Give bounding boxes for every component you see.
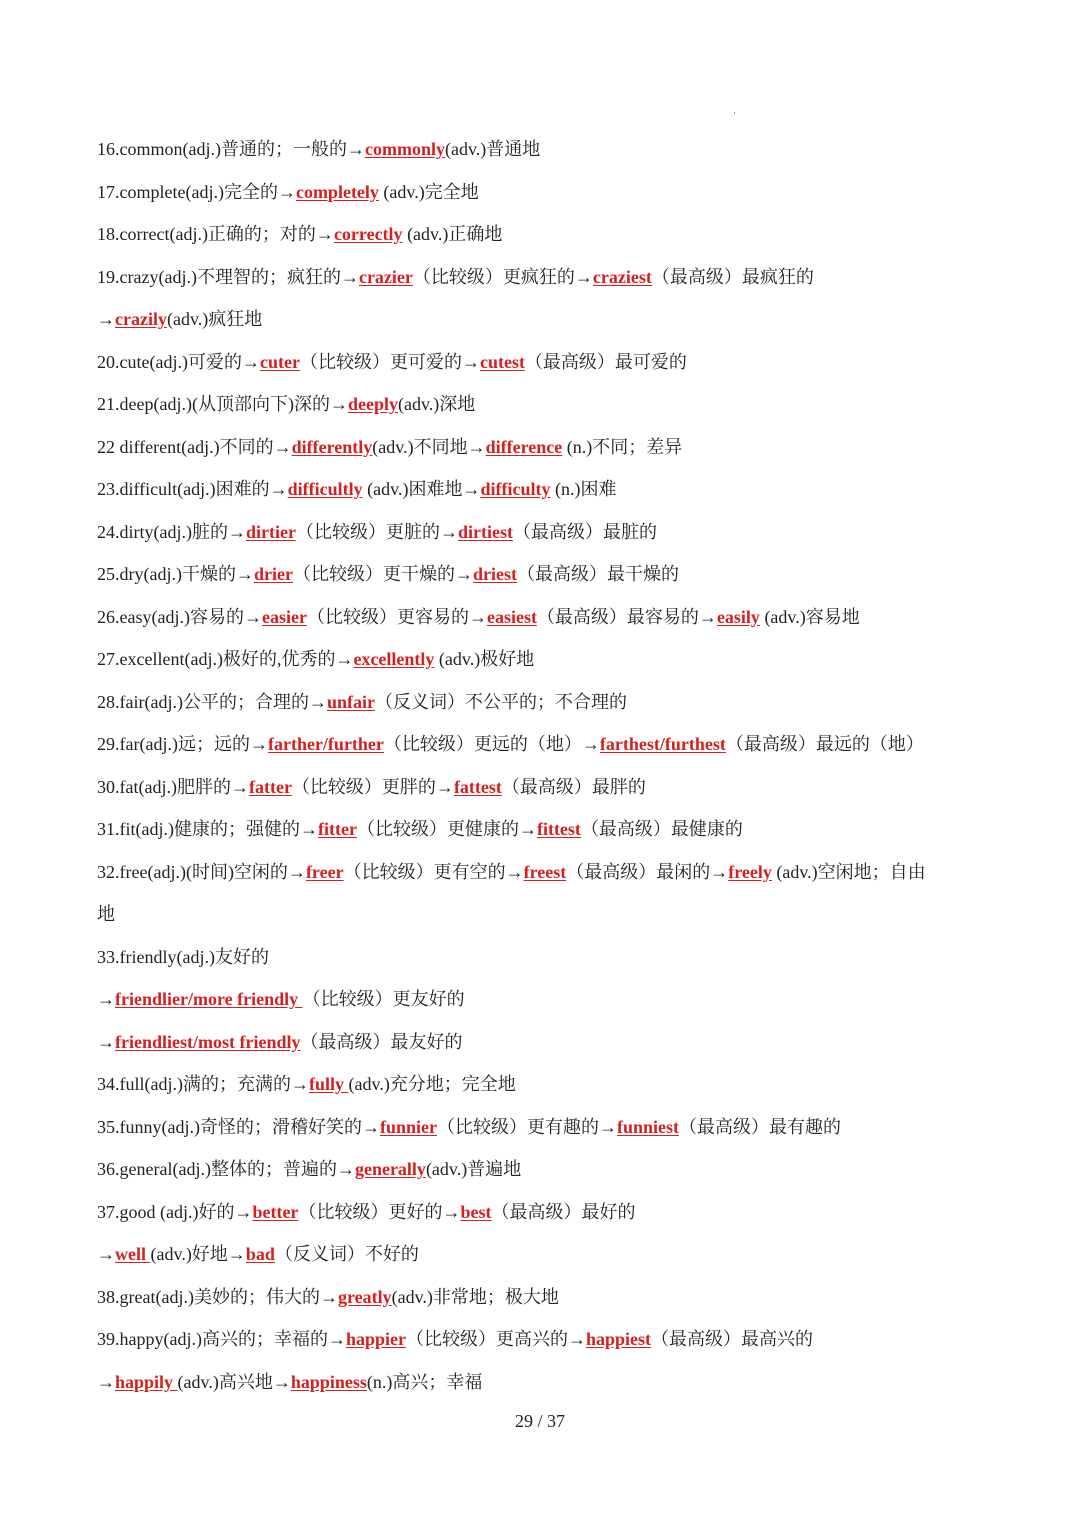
highlighted-word: fittest — [536, 819, 581, 839]
vocab-line — [97, 213, 997, 256]
line-text: 36.general(adj.)整体的；普遍的→ — [97, 1159, 355, 1179]
highlighted-word: difficultly — [287, 479, 363, 499]
highlighted-word: cutest — [479, 351, 525, 372]
vocab-line — [97, 341, 997, 384]
highlighted-word: well — [115, 1244, 151, 1264]
line-text: (adv.)深地 — [397, 394, 476, 414]
highlighted-word: correctly — [333, 224, 403, 244]
highlighted-word: farther/further — [267, 734, 384, 754]
highlighted-word: friendlier/more friendly — [115, 989, 303, 1009]
vocab-line — [97, 978, 997, 1021]
line-text: 19.crazy(adj.)不理智的；疯狂的→ — [97, 266, 359, 287]
line-text: 21.deep(adj.)(从顶部向下)深的→ — [97, 394, 348, 414]
line-text: （比较级）更友好的 — [302, 989, 465, 1009]
highlighted-word: farthest/furthest — [599, 734, 726, 754]
line-text: (adv.)完全地 — [378, 181, 479, 202]
line-text: 28.fair(adj.)公平的；合理的→ — [97, 691, 327, 712]
line-text: （比较级）更可爱的→ — [299, 351, 480, 372]
line-text: （最高级）最闲的→ — [566, 861, 729, 882]
highlighted-word: difficulty — [480, 479, 551, 499]
line-text: （最高级）最远的（地） — [725, 734, 924, 754]
line-text: (adv.)非常地；极大地 — [391, 1286, 559, 1307]
vocab-line — [97, 468, 997, 511]
line-text: (adv.)疯狂地 — [166, 309, 263, 329]
line-text: 17.complete(adj.)完全的→ — [97, 181, 296, 202]
line-text: （比较级）更健康的→ — [356, 819, 537, 839]
vocab-line — [97, 808, 997, 851]
line-text: (adv.)普通地 — [444, 139, 541, 159]
highlighted-word: best — [460, 1201, 492, 1222]
vocab-line — [97, 553, 997, 596]
highlighted-word: differently — [291, 436, 373, 457]
vocab-line — [97, 1106, 997, 1149]
line-text: → — [97, 1371, 115, 1392]
vocab-line — [97, 936, 997, 979]
line-text: (adv.)充分地；完全地 — [348, 1074, 516, 1094]
line-text: 20.cute(adj.)可爱的→ — [97, 351, 260, 372]
highlighted-word: craziest — [592, 266, 652, 287]
line-text: （最高级）最疯狂的 — [651, 266, 814, 287]
line-text: 29.far(adj.)远；远的→ — [97, 734, 268, 754]
line-text: 34.full(adj.)满的；充满的→ — [97, 1074, 309, 1094]
vocab-line — [97, 638, 997, 681]
highlighted-word: funnier — [379, 1116, 437, 1137]
highlighted-word: excellently — [353, 649, 435, 669]
line-text: 25.dry(adj.)干燥的→ — [97, 564, 254, 584]
vocab-line — [97, 1318, 997, 1361]
highlighted-word: dirtiest — [457, 521, 513, 542]
line-text: （反义词）不公平的；不合理的 — [374, 691, 627, 712]
line-text: 18.correct(adj.)正确的；对的→ — [97, 224, 334, 244]
page-number: 29 / 37 — [514, 1411, 565, 1431]
speck-mark — [734, 112, 735, 114]
line-text: 38.great(adj.)美妙的；伟大的→ — [97, 1286, 338, 1307]
line-text: (adv.)极好地 — [434, 649, 535, 669]
line-text: （比较级）更疯狂的→ — [412, 266, 593, 287]
vocab-line — [97, 1233, 997, 1276]
highlighted-word: greatly — [337, 1286, 392, 1307]
highlighted-word: happier — [345, 1329, 406, 1349]
line-text: （最高级）最有趣的 — [679, 1116, 842, 1137]
highlighted-word: better — [252, 1201, 299, 1222]
highlighted-word: bad — [245, 1244, 275, 1264]
line-text: 26.easy(adj.)容易的→ — [97, 606, 262, 627]
line-text: (adv.)高兴地→ — [177, 1371, 291, 1392]
vocabulary-list — [97, 128, 997, 1403]
line-text: (adv.)空闲地；自由 — [771, 861, 926, 882]
highlighted-word: happiest — [585, 1329, 652, 1349]
highlighted-word: deeply — [347, 394, 398, 414]
line-text: （比较级）更高兴的→ — [405, 1329, 586, 1349]
line-text: （最高级）最脏的 — [512, 521, 657, 542]
highlighted-word: friendliest/most friendly — [115, 1031, 301, 1052]
highlighted-word: crazier — [358, 266, 413, 287]
highlighted-word: freest — [523, 861, 567, 882]
line-text: （最高级）最容易的→ — [536, 606, 717, 627]
line-text: （反义词）不好的 — [274, 1244, 419, 1264]
line-text: （最高级）最友好的 — [300, 1031, 463, 1052]
vocab-line — [97, 511, 997, 554]
highlighted-word: easier — [261, 606, 307, 627]
highlighted-word: freer — [305, 861, 344, 882]
highlighted-word: fattest — [453, 776, 502, 797]
line-text: (n.)不同；差异 — [562, 436, 683, 457]
line-text: （最高级）最干燥的 — [516, 564, 679, 584]
line-text: (adv.)不同地→ — [372, 436, 486, 457]
highlighted-word: happily — [115, 1371, 178, 1392]
line-text: 39.happy(adj.)高兴的；幸福的→ — [97, 1329, 346, 1349]
line-text: （比较级）更有趣的→ — [437, 1116, 617, 1137]
line-text: 33.friendly(adj.)友好的 — [97, 946, 269, 967]
line-text: （最高级）最胖的 — [501, 776, 646, 797]
line-text: 37.good (adj.)好的→ — [97, 1201, 253, 1222]
line-text: → — [97, 309, 115, 329]
highlighted-word: completely — [295, 181, 379, 202]
highlighted-word: freely — [728, 861, 772, 882]
line-text: （比较级）更容易的→ — [306, 606, 487, 627]
line-text: （最高级）最好的 — [491, 1201, 636, 1222]
vocab-line — [97, 383, 997, 426]
line-text: (adv.)普遍地 — [425, 1159, 522, 1179]
highlighted-word: generally — [354, 1159, 426, 1179]
vocab-line — [97, 766, 997, 809]
line-text: （比较级）更干燥的→ — [292, 564, 473, 584]
highlighted-word: drier — [253, 564, 293, 584]
line-text: 35.funny(adj.)奇怪的；滑稽好笑的→ — [97, 1116, 380, 1137]
highlighted-word: funniest — [617, 1116, 680, 1137]
line-text: 32.free(adj.)(时间)空闲的→ — [97, 861, 306, 882]
highlighted-word: fatter — [248, 776, 292, 797]
line-text: （比较级）更胖的→ — [291, 776, 454, 797]
line-text: (adv.)正确地 — [402, 224, 503, 244]
line-text: （最高级）最可爱的 — [524, 351, 687, 372]
line-text: 地 — [97, 904, 115, 924]
line-text: （比较级）更好的→ — [298, 1201, 461, 1222]
highlighted-word: difference — [485, 436, 563, 457]
vocab-line — [97, 1361, 997, 1404]
line-text: 31.fit(adj.)健康的；强健的→ — [97, 819, 318, 839]
line-text: (n.)高兴；幸福 — [366, 1371, 483, 1392]
highlighted-word: easiest — [486, 606, 537, 627]
line-text: 23.difficult(adj.)困难的→ — [97, 479, 288, 499]
line-text: → — [97, 1244, 115, 1264]
highlighted-word: fitter — [317, 819, 357, 839]
highlighted-word: dirtier — [245, 521, 296, 542]
highlighted-word: fully — [308, 1074, 349, 1094]
line-text: (adv.)困难地→ — [362, 479, 481, 499]
line-text: （比较级）更有空的→ — [343, 861, 524, 882]
vocab-line — [97, 681, 997, 724]
vocab-line — [97, 596, 997, 639]
line-text: （比较级）更脏的→ — [295, 521, 458, 542]
vocab-line — [97, 893, 997, 936]
highlighted-word: easily — [716, 606, 760, 627]
vocab-line — [97, 1021, 997, 1064]
line-text: (adv.)容易地 — [759, 606, 860, 627]
vocab-line — [97, 1276, 997, 1319]
vocab-line — [97, 1063, 997, 1106]
line-text: → — [97, 1031, 115, 1052]
highlighted-word: cuter — [259, 351, 300, 372]
vocab-line — [97, 171, 997, 214]
line-text: (adv.)好地→ — [150, 1244, 246, 1264]
highlighted-word: driest — [472, 564, 517, 584]
line-text: 24.dirty(adj.)脏的→ — [97, 521, 246, 542]
line-text: （最高级）最健康的 — [580, 819, 743, 839]
highlighted-word: happiness — [290, 1371, 367, 1392]
highlighted-word: unfair — [326, 691, 375, 712]
line-text: → — [97, 989, 115, 1009]
vocab-line — [97, 723, 997, 766]
vocab-line — [97, 128, 997, 171]
line-text: (n.)困难 — [550, 479, 617, 499]
vocab-line — [97, 426, 997, 469]
line-text: 22 different(adj.)不同的→ — [97, 436, 292, 457]
vocab-line — [97, 1148, 997, 1191]
vocab-line — [97, 1191, 997, 1234]
highlighted-word: commonly — [364, 139, 445, 159]
highlighted-word: crazily — [115, 309, 167, 329]
vocab-line — [97, 298, 997, 341]
vocab-line — [97, 256, 997, 299]
line-text: 27.excellent(adj.)极好的,优秀的→ — [97, 649, 354, 669]
line-text: 16.common(adj.)普通的；一般的→ — [97, 139, 365, 159]
vocab-line — [97, 851, 997, 894]
line-text: （最高级）最高兴的 — [651, 1329, 814, 1349]
line-text: （比较级）更远的（地）→ — [383, 734, 600, 754]
line-text: 30.fat(adj.)肥胖的→ — [97, 776, 249, 797]
